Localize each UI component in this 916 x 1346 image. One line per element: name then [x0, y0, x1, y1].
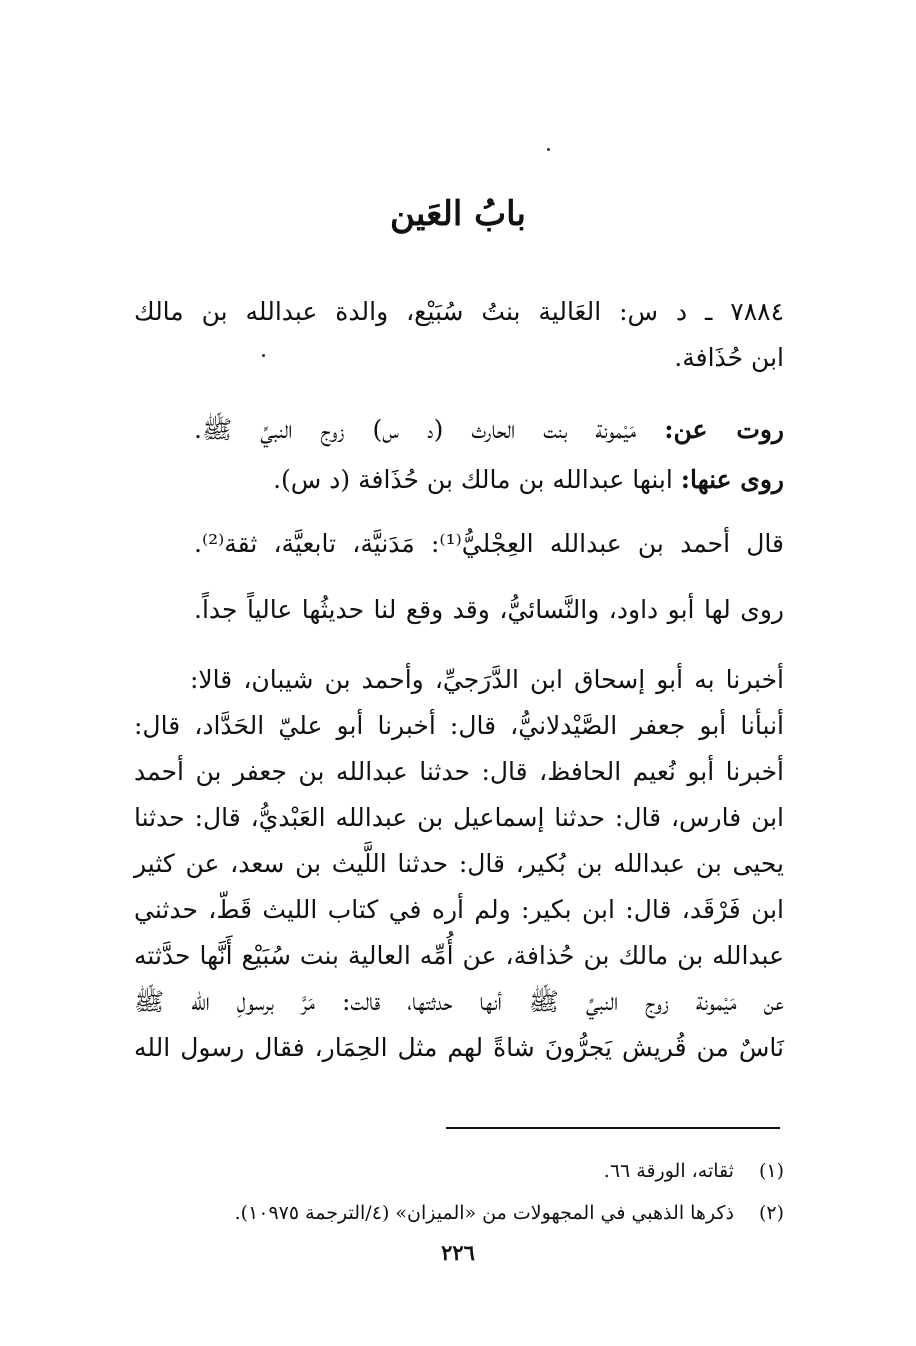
footnote-separator — [446, 1127, 780, 1129]
footnote-2-text: ذكرها الذهبي في المجهولات من «الميزان» (٤/الترجمة ١٠٩٧٥). — [234, 1202, 734, 1224]
narrated-by-text: ابنها عبدالله بن مالك بن حُذَافة (د س). — [273, 465, 673, 494]
hadith-line: ابن فارس، قال: حدثنا إسماعيل بن عبدالله العَبْديُّ، قال: حدثنا — [134, 803, 784, 832]
entry-heading — [134, 292, 784, 332]
hadith-line: نَاسٌ من قُريش يَجرُّونَ شاةً لهم مثل الحِمَار، فقال رسول الله — [134, 1033, 784, 1062]
hadith-line: عن مَيْمونة زوج النبيِّ ﷺ أنها حدثتها، قالت: مَرَّ برسولِ الله ﷺ — [134, 987, 784, 1016]
narrated-from-label: روت عن: — [664, 415, 785, 444]
hadith-line: أخبرنا أبو نُعيم الحافظ، قال: حدثنا عبدالله بن جعفر بن أحمد — [134, 757, 784, 786]
chapter-title: بابُ العَين — [389, 194, 527, 234]
footnote-1 — [134, 1156, 784, 1186]
hadith-line: أنبأنا أبو جعفر الصَّيْدلانيُّ، قال: أخبرنا أبو عليّ الحَدَّاد، قال: — [134, 711, 784, 740]
entry-heading-cont — [134, 338, 784, 378]
hadith-line: أخبرنا به أبو إسحاق ابن الدَّرَجيِّ، وأحمد بن شيبان، قالا: — [190, 665, 784, 694]
narrated-from-text: مَيْمونة بنت الحارث (د س) زوج النبيِّ ﷺ. — [194, 415, 637, 444]
footnote-1-mark: (١) — [758, 1160, 784, 1182]
grading-statement: قال أحمد بن عبدالله العِجْليُّ⁽¹⁾: مَدَنيَّة، تابعيَّة، ثقة⁽²⁾. — [194, 529, 784, 558]
narrated-by-label: روى عنها: — [680, 465, 784, 494]
entry-line-1: ٧٨٨٤ ـ د س: العَالية بنتُ سُبَيْع، والدة عبدالله بن مالك — [134, 297, 784, 326]
transmitted-by: روى لها أبو داود، والنَّسائيُّ، وقد وقع لنا حديثُها عالياً جداً. — [194, 595, 784, 624]
entry-line-2: ابن حُذَافة. — [674, 343, 784, 372]
footnote-2-mark: (٢) — [758, 1202, 784, 1224]
footnote-1-text: ثقاته، الورقة ٦٦. — [603, 1160, 734, 1182]
hadith-line: ابن فَرْقَد، قال: ابن بكير: ولم أره في كتاب الليث قَطّ، حدثني — [134, 895, 784, 924]
page-number: ٢٢٦ — [441, 1240, 475, 1265]
hadith-line: عبدالله بن مالك بن حُذافة، عن أُمِّه العالية بنت سُبَيْع أَنَّها حدَّثته — [134, 941, 784, 970]
speck-mark — [547, 148, 550, 151]
hadith-line: يحيى بن عبدالله بن بُكير، قال: حدثنا اللَّيث بن سعد، عن كثير — [134, 849, 784, 878]
narrated-by — [194, 460, 784, 500]
narrated-from — [194, 410, 784, 450]
footnote-2 — [134, 1198, 784, 1228]
